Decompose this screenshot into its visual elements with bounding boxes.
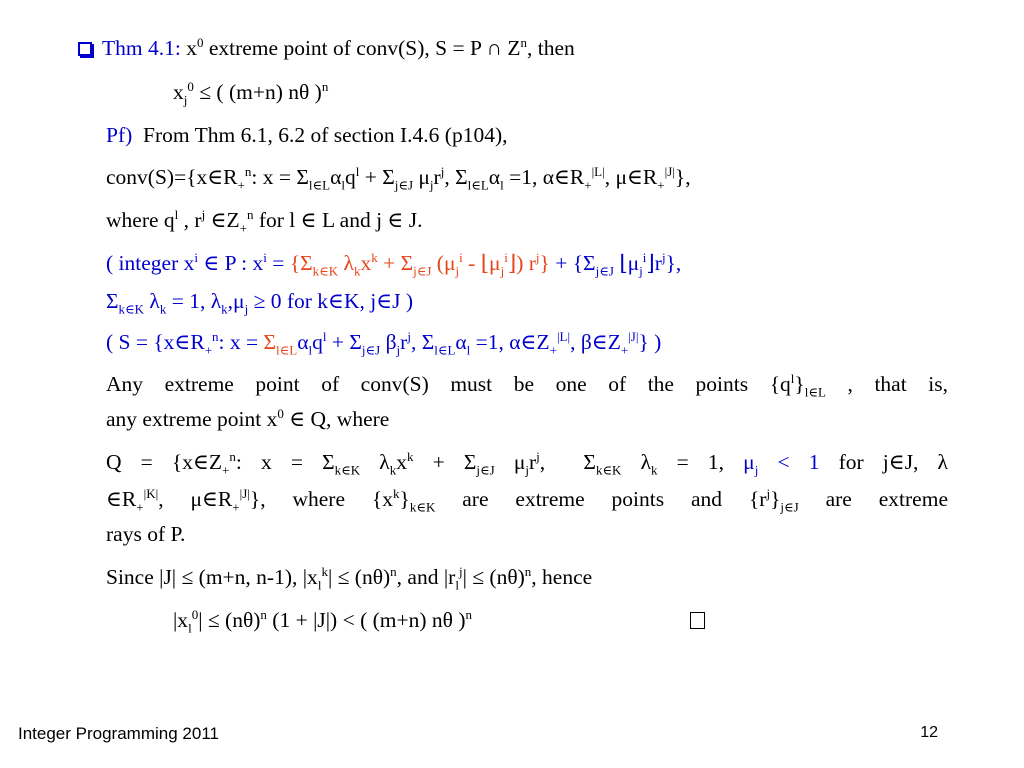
proof-label: Pf) — [106, 123, 133, 147]
checkbox-bullet-icon — [78, 42, 92, 56]
theorem-label: Thm 4.1: — [102, 36, 181, 60]
page-number: 12 — [920, 724, 938, 741]
since-line: Since |J| ≤ (m+n, n-1), $|x_l^k| \le (n\theta)^n$, and $|r_l^j| \le (n\theta)^n$, hence — [106, 563, 593, 593]
theorem-statement: $x^0$ extreme point of conv(S), S = P ∩ $Z^n$, then — [180, 34, 575, 60]
integer-point-line-1: ( integer $x^i$ ∈ P : $x^i = \{\Sigma_{k\in K}$ $\lambda_kx^k + \Sigma_{j\in J}$ ($\mu_j^i$ - $⌊\mu_j^i⌋$) $r^j\} + \{\Sigma_{j\in J}$ $⌊\mu_j^i⌋r^j$}, — [106, 249, 682, 279]
conv-s-formula: $conv(S)=\{x\in R_+^n$: $x = \Sigma_{l\in L}\alpha_lq^l + \Sigma_{j\in J}$ $\mu_jr^j$, $\Sigma_{l\in L}\alpha_l =1$, $\alpha\in R_+^{|L|}$, $\mu\in R_+^{|J|}$}, — [106, 163, 691, 193]
extreme-point-line-1: Any extreme point of conv(S) must be one of the points $\{q^l\}_{l\in L}$ , that is, — [106, 370, 948, 400]
theorem-bound: $x_j^0$ ≤ ( (m+n) nθ )$^n$ — [173, 78, 329, 108]
theorem-line — [78, 34, 575, 62]
integer-point-line-2: $\Sigma_{k\in K}$ $\lambda_k = 1$, $\lambda_k,\mu_j \ge 0$ for k∈K, j∈J ) — [106, 289, 414, 317]
qed-box-icon — [690, 612, 705, 629]
proof-intro-text: From Thm 6.1, 6.2 of section I.4.6 (p104), — [143, 123, 508, 147]
q-definition-line-3: rays of P. — [106, 522, 186, 546]
final-bound-line — [173, 606, 472, 634]
extreme-point-line-2: any extreme point $x^0$ ∈ Q, where — [106, 405, 390, 431]
where-clause: where $q^l$ , $r^j$ $\in Z_+^n$ for l ∈ L and j ∈ J. — [106, 206, 423, 236]
s-definition-line: ( $S = \{x\in R_+^n$: $x = \Sigma_{l\in L}\alpha_lq^l + \Sigma_{j\in J}$ $\beta_jr^j$, $\Sigma_{l\in L}\alpha_l =1$, $\alpha\in Z_+^{|L|}$, $\beta\in Z_+^{|J|}$} ) — [106, 328, 662, 358]
proof-intro-line — [106, 121, 508, 149]
footer-course: Integer Programming 2011 — [18, 724, 219, 743]
q-definition-line-1: $Q = \{x\in Z_+^n$: $x = \Sigma_{k\in K}$ $\lambda_kx^k + \Sigma_{j\in J}$ $\mu_jr^j$, $\Sigma_{k\in K}$ $\lambda_k = 1$, $\mu_j < 1$ for j∈J, λ — [106, 448, 948, 478]
q-definition-line-2: $\in R_+^{|K|}$, $\mu\in R_+^{|J|}$}, where $\{x^k\}_{k\in K}$ are extreme points and $\{r^j\}_{j\in J}$ are extreme — [106, 485, 948, 515]
final-bound: $|x_l^0| \le (n\theta)^n$ (1 + |J|) < ( (m+n) nθ )$^n$ — [173, 606, 473, 636]
